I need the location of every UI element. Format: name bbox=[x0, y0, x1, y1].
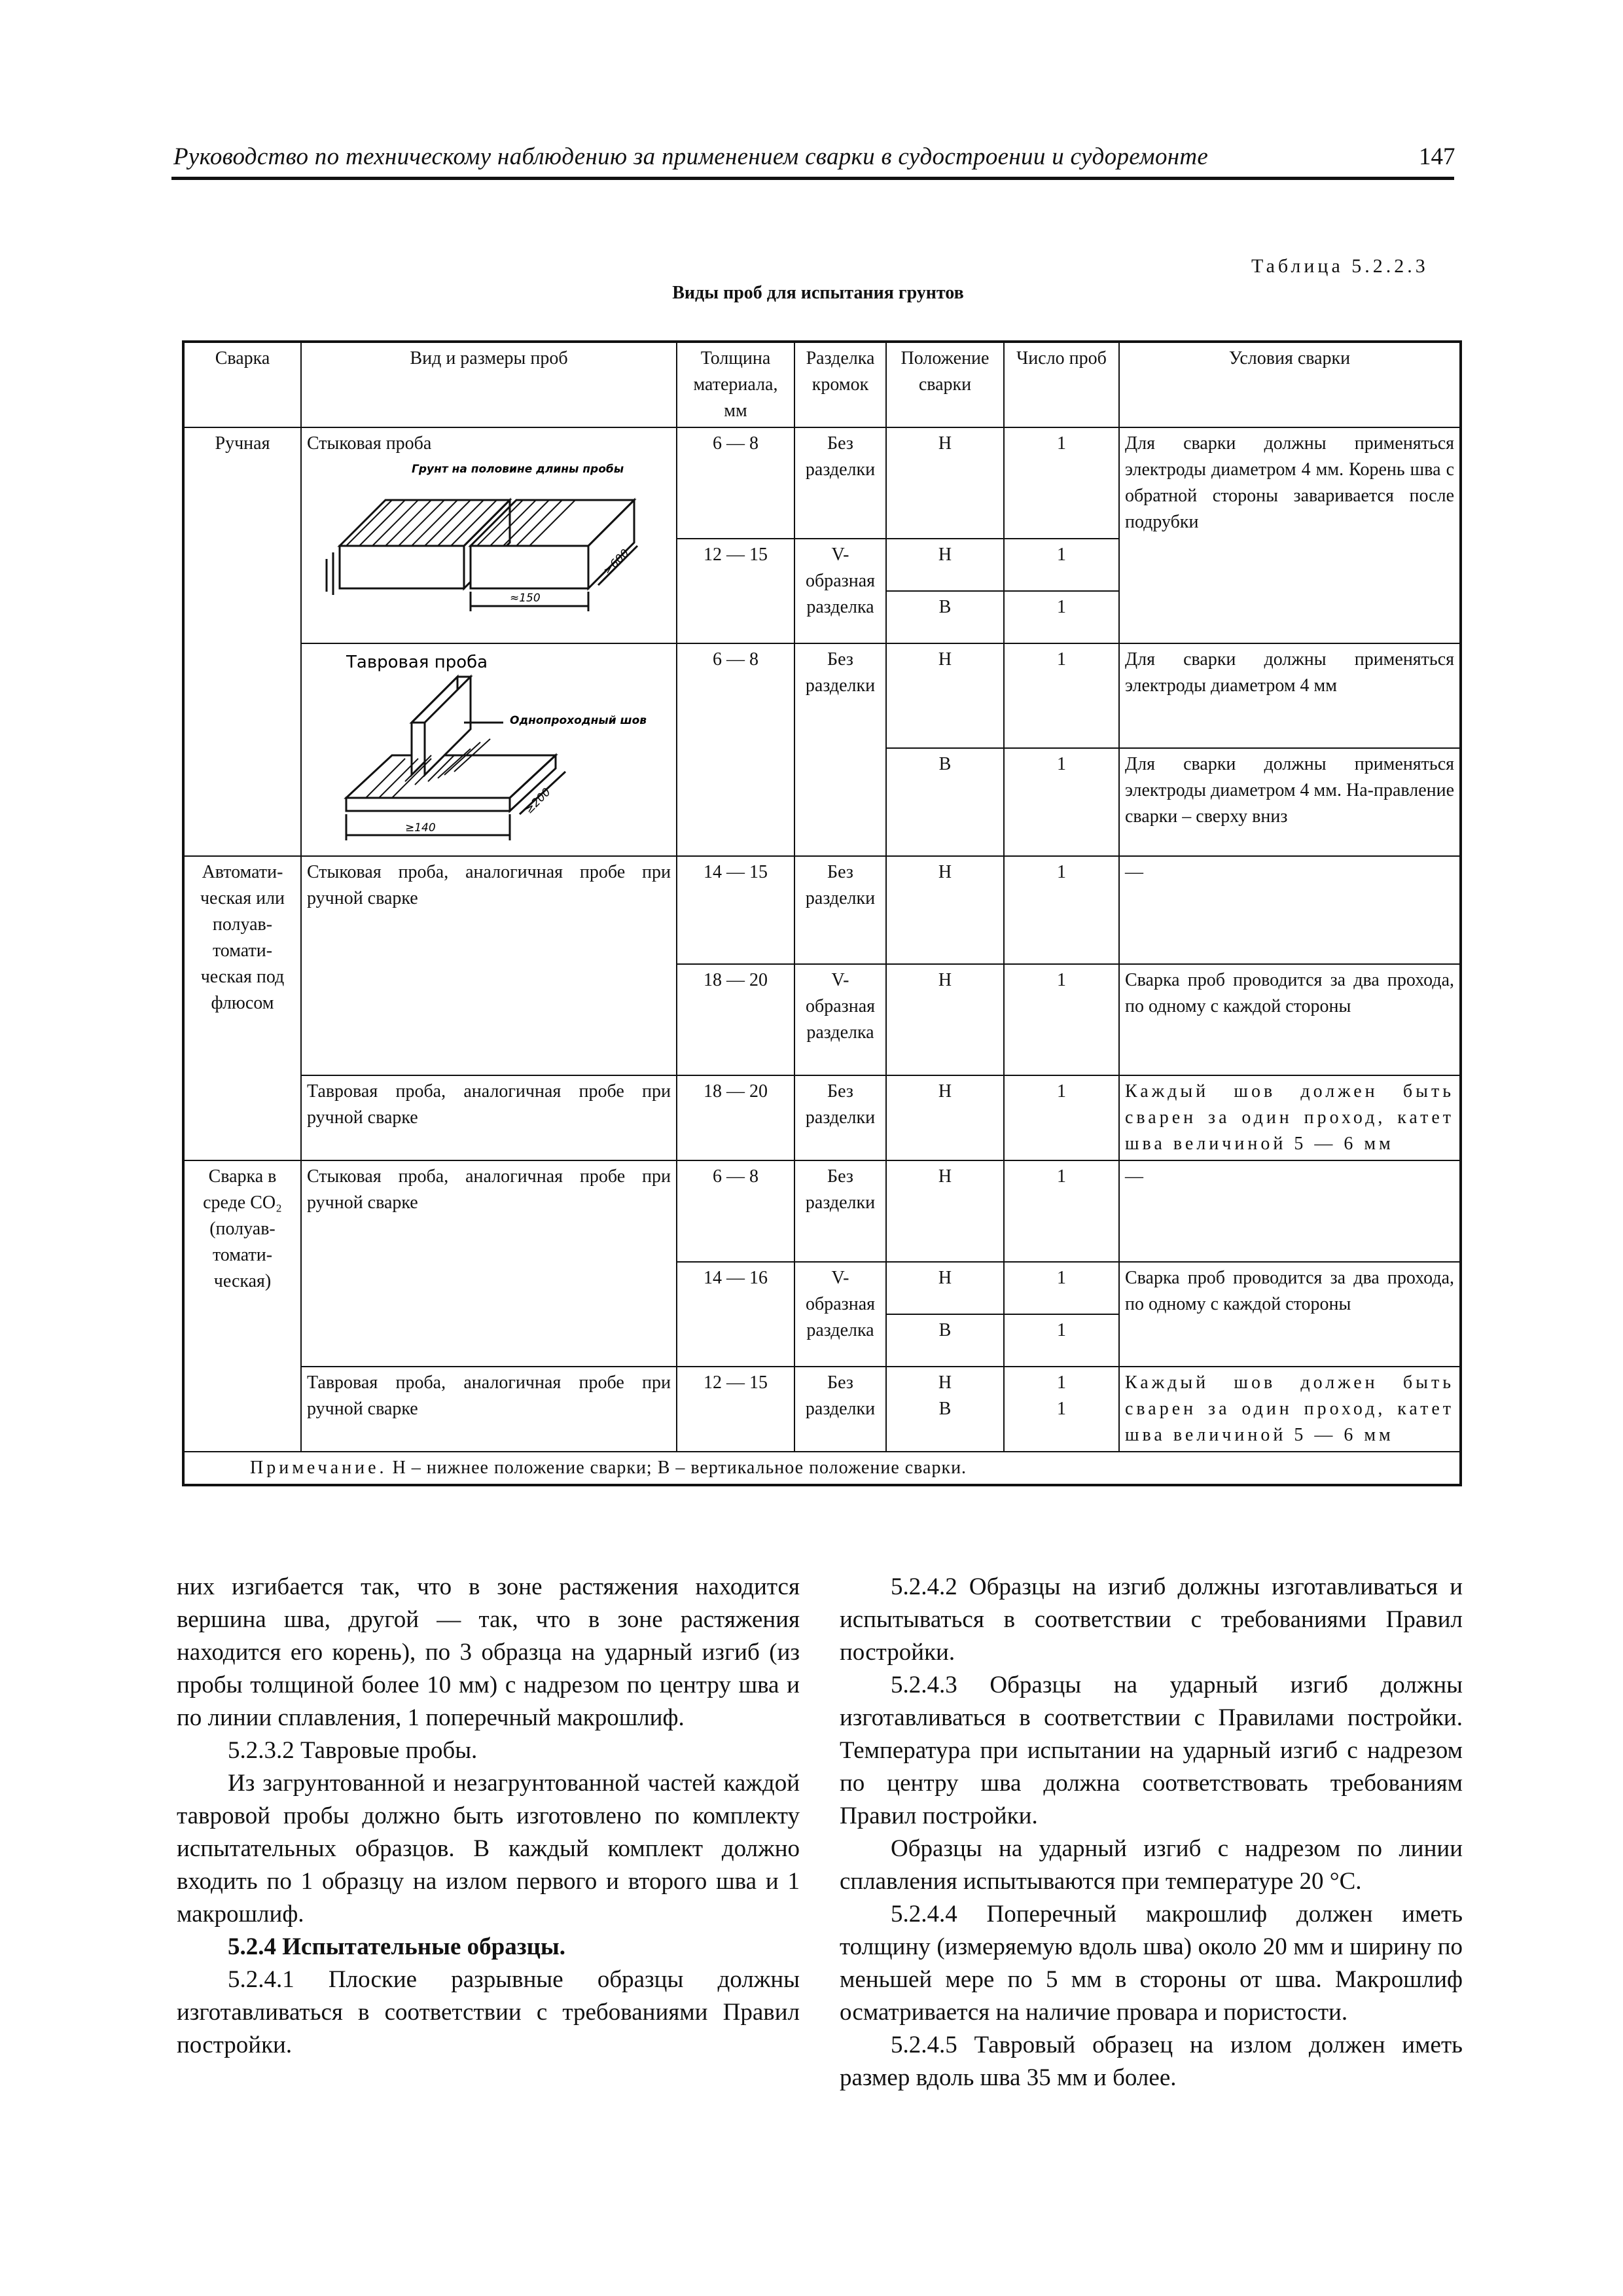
count-v: 1 bbox=[1057, 1399, 1066, 1419]
clause-number: 5.2.4.3 bbox=[891, 1672, 957, 1698]
col-header-probe-type: Вид и размеры проб bbox=[301, 342, 677, 427]
paragraph bbox=[840, 1898, 1463, 2029]
table-row bbox=[183, 856, 1461, 964]
heading-text: 5.2.4 Испытательные образцы. bbox=[228, 1933, 566, 1960]
cell-count: 1 bbox=[1004, 964, 1119, 1075]
cell-count: 1 bbox=[1004, 539, 1119, 591]
cell-thickness: 12 — 15 bbox=[677, 539, 794, 643]
tee-probe-label: Тавровая проба bbox=[346, 653, 488, 672]
paragraph bbox=[177, 1964, 800, 2062]
cell-thickness: 18 — 20 bbox=[677, 1075, 794, 1160]
table-row bbox=[183, 1367, 1461, 1452]
cell-welding-manual: Ручная bbox=[183, 427, 301, 856]
cell-conditions: Сварка проб проводится за два прохода, по одному с каждой стороны bbox=[1119, 964, 1461, 1075]
cell-thickness: 12 — 15 bbox=[677, 1367, 794, 1452]
cell-groove: Без разделки bbox=[794, 427, 886, 539]
tee-figure-label: Однопроходный шов bbox=[510, 714, 647, 727]
cell-thickness: 18 — 20 bbox=[677, 964, 794, 1075]
cell-position: В bbox=[886, 591, 1004, 643]
cell-thickness: 14 — 16 bbox=[677, 1262, 794, 1367]
cell-count bbox=[1004, 1367, 1119, 1452]
cell-count: 1 bbox=[1004, 643, 1119, 748]
paragraph: Из загрунтованной и незагрунтованной частей каждой тавровой пробы должно быть изготовлено по комплекту испытательных образцов. В каждый комплект должно входить по 1 образцу на излом первого и второго шва и 1 макрошлиф. bbox=[177, 1770, 800, 1928]
cell-count: 1 bbox=[1004, 856, 1119, 964]
col-header-thickness: Толщина материала, мм bbox=[677, 342, 794, 427]
col-header-conditions: Условия сварки bbox=[1119, 342, 1461, 427]
cell-groove: Без разделки bbox=[794, 1160, 886, 1262]
table-row bbox=[183, 427, 1461, 539]
section-heading bbox=[177, 1931, 800, 1964]
left-column bbox=[177, 1571, 800, 2062]
paragraph: Образцы на ударный изгиб с надрезом по линии сплавления испытываются при температуре 20 °С. bbox=[840, 1835, 1463, 1895]
table-note bbox=[183, 1452, 1461, 1485]
position-v: В bbox=[938, 1399, 952, 1419]
cell-conditions: Каждый шов должен быть сварен за один проход, катет шва величиной 5 — 6 мм bbox=[1119, 1367, 1461, 1452]
cell-thickness: 14 — 15 bbox=[677, 856, 794, 964]
cell-position: Н bbox=[886, 643, 1004, 748]
cell-count: 1 bbox=[1004, 427, 1119, 539]
right-column bbox=[840, 1571, 1463, 2094]
clause-text: Тавровые пробы. bbox=[294, 1737, 478, 1764]
cell-position: Н bbox=[886, 427, 1004, 539]
paragraph: них изгибается так, что в зоне растяжения находится вершина шва, другой — так, что в зоне растяжения находится его корень), по 3 образца на ударный изгиб (из пробы толщиной более 10 мм) с надрезом по центру шва и по линии сплавления, 1 поперечный макрошлиф. bbox=[177, 1573, 800, 1731]
col-header-welding: Сварка bbox=[183, 342, 301, 427]
clause-text: Поперечный макрошлиф должен иметь толщину (измеряемую вдоль шва) около 20 мм и ширину по меньшей мере по 5 мм в стороны от шва. Макрошлиф осматривается на наличие провара и пористости. bbox=[840, 1901, 1463, 2026]
table-row bbox=[183, 643, 1461, 748]
clause-number: 5.2.4.1 bbox=[228, 1966, 294, 1993]
table-row bbox=[183, 1075, 1461, 1160]
butt-dim-b: ≥600 bbox=[601, 547, 632, 578]
table-number: Таблица 5.2.2.3 bbox=[1251, 255, 1429, 277]
col-header-position: Положение сварки bbox=[886, 342, 1004, 427]
cell-probe-type: Тавровая проба, аналогичная пробе при ручной сварке bbox=[301, 1075, 677, 1160]
header-rule bbox=[171, 177, 1454, 180]
cell-groove: Без разделки bbox=[794, 856, 886, 964]
cell-thickness: 6 — 8 bbox=[677, 1160, 794, 1262]
table-header-row bbox=[183, 342, 1461, 427]
clause-number: 5.2.4.4 bbox=[891, 1901, 957, 1928]
cell-groove: V-образная разделка bbox=[794, 539, 886, 643]
cell-position: В bbox=[886, 748, 1004, 856]
clause-text: Образцы на изгиб должны изготавливаться и испытываться в соответствии с требованиями Правил постройки. bbox=[840, 1573, 1463, 1666]
cell-count: 1 bbox=[1004, 1262, 1119, 1314]
cell-probe-type: Стыковая проба, аналогичная пробе при ручной сварке bbox=[301, 1160, 677, 1367]
test-probes-table bbox=[182, 340, 1462, 1486]
cell-butt-probe bbox=[301, 427, 677, 643]
cell-count: 1 bbox=[1004, 1075, 1119, 1160]
cell-position: Н bbox=[886, 539, 1004, 591]
table-note-row bbox=[183, 1452, 1461, 1485]
butt-probe-label: Стыковая проба bbox=[307, 433, 432, 454]
cell-probe-type: Тавровая проба, аналогичная пробе при ручной сварке bbox=[301, 1367, 677, 1452]
cell-position: Н bbox=[886, 964, 1004, 1075]
cell-groove: Без разделки bbox=[794, 643, 886, 856]
cell-thickness: 6 — 8 bbox=[677, 643, 794, 856]
cell-position: Н bbox=[886, 856, 1004, 964]
cell-welding-auto: Автомати-ческая или полуав-томати-ческая под флюсом bbox=[183, 856, 301, 1160]
paragraph bbox=[177, 1734, 800, 1767]
count-h: 1 bbox=[1057, 1372, 1066, 1393]
cell-conditions: Каждый шов должен быть сварен за один проход, катет шва величиной 5 — 6 мм bbox=[1119, 1075, 1461, 1160]
note-label: Примечание. bbox=[250, 1458, 387, 1478]
cell-probe-type: Стыковая проба, аналогичная пробе при ручной сварке bbox=[301, 856, 677, 1075]
cell-groove: Без разделки bbox=[794, 1367, 886, 1452]
butt-probe-figure bbox=[307, 461, 647, 637]
col-header-count: Число проб bbox=[1004, 342, 1119, 427]
paragraph bbox=[840, 1571, 1463, 1669]
clause-text: Тавровый образец на излом должен иметь размер вдоль шва 35 мм и более. bbox=[840, 2032, 1463, 2091]
butt-dim-a: ≈150 bbox=[510, 592, 541, 605]
table-row bbox=[183, 1160, 1461, 1262]
cell-position: Н bbox=[886, 1262, 1004, 1314]
clause-text: Плоские разрывные образцы должны изготавливаться в соответствии с требованиями Правил постройки. bbox=[177, 1966, 800, 2058]
cell-position bbox=[886, 1367, 1004, 1452]
col-header-groove: Разделка кромок bbox=[794, 342, 886, 427]
cell-tee-probe bbox=[301, 643, 677, 856]
cell-conditions: — bbox=[1119, 1160, 1461, 1262]
clause-number: 5.2.4.2 bbox=[891, 1573, 957, 1600]
cell-groove: V-образная разделка bbox=[794, 1262, 886, 1367]
cell-welding-co2: Сварка в среде CO₂ (полуав-томати-ческая) bbox=[183, 1160, 301, 1452]
paragraph bbox=[840, 2029, 1463, 2094]
tee-dim-b: ≥200 bbox=[522, 785, 554, 817]
cell-groove: V-образная разделка bbox=[794, 964, 886, 1075]
cell-thickness: 6 — 8 bbox=[677, 427, 794, 539]
page-number: 147 bbox=[1419, 143, 1455, 170]
note-text: Н – нижнее положение сварки; В – вертикальное положение сварки. bbox=[387, 1458, 967, 1478]
clause-number: 5.2.4.5 bbox=[891, 2032, 957, 2058]
cell-position: В bbox=[886, 1314, 1004, 1367]
cell-count: 1 bbox=[1004, 1314, 1119, 1367]
cell-count: 1 bbox=[1004, 1160, 1119, 1262]
clause-text: Образцы на ударный изгиб должны изготавливаться в соответствии с Правилами постройки. Температура при испытании на ударный изгиб с надрезом по центру шва должна соответствовать требованиям Правил постройки. bbox=[840, 1672, 1463, 1829]
cell-conditions: Для сварки должны применяться электроды диаметром 4 мм. Корень шва с обратной стороны заваривается после подрубки bbox=[1119, 427, 1461, 643]
running-header-title: Руководство по техническому наблюдению за применением сварки в судостроении и судоремонте bbox=[173, 143, 1209, 170]
cell-groove: Без разделки bbox=[794, 1075, 886, 1160]
tee-probe-figure bbox=[307, 651, 647, 847]
cell-count: 1 bbox=[1004, 748, 1119, 856]
cell-position: Н bbox=[886, 1160, 1004, 1262]
cell-conditions: Для сварки должны применяться электроды диаметром 4 мм bbox=[1119, 643, 1461, 748]
position-h: Н bbox=[938, 1372, 952, 1393]
cell-conditions: — bbox=[1119, 856, 1461, 964]
cell-count: 1 bbox=[1004, 591, 1119, 643]
cell-position: Н bbox=[886, 1075, 1004, 1160]
butt-figure-label: Грунт на половине длины пробы bbox=[412, 463, 624, 476]
clause-number: 5.2.3.2 bbox=[228, 1737, 294, 1764]
cell-conditions: Сварка проб проводится за два прохода, по одному с каждой стороны bbox=[1119, 1262, 1461, 1367]
paragraph bbox=[840, 1669, 1463, 1833]
cell-conditions: Для сварки должны применяться электроды диаметром 4 мм. На-правление сварки – сверху вниз bbox=[1119, 748, 1461, 856]
tee-dim-a: ≥140 bbox=[405, 821, 436, 834]
table-caption: Виды проб для испытания грунтов bbox=[672, 283, 964, 303]
